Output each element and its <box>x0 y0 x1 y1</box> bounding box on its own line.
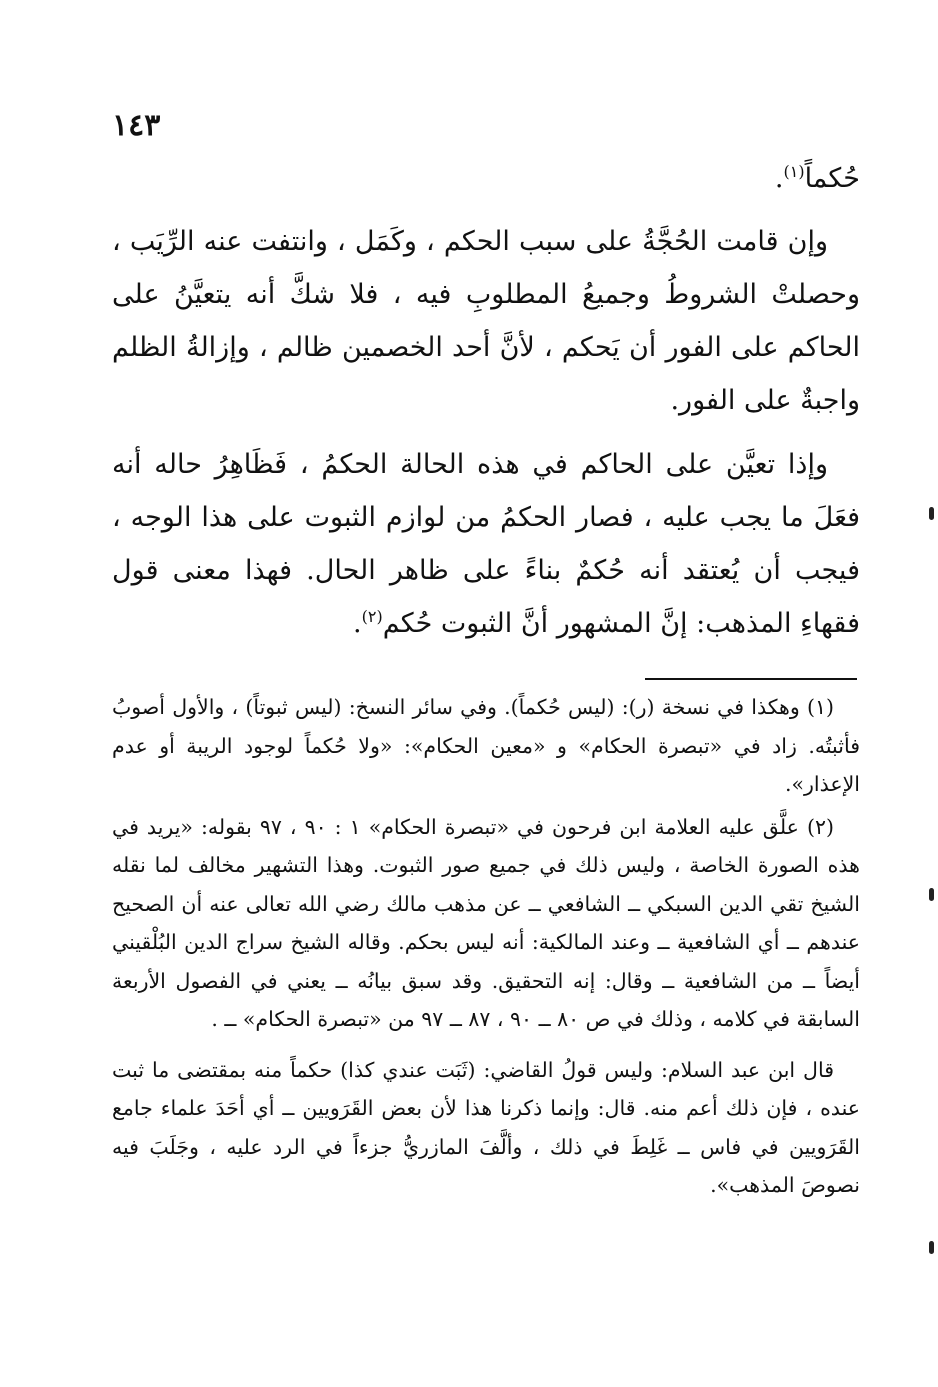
footnote-2: (٢) علَّق عليه العلامة ابن فرحون في «تبصرة الحكام» ١ : ٩٠ ، ٩٧ بقوله: «يريد في هذه الصورة الخاصة ، وليس ذلك في جميع صور الثبوت. وهذا التشهير مخالف لما نقله الشيخ تقي الدين السبكي ــ الشافعي ــ عن مذهب مالك رضي الله تعالى عنه أن الصحيح عندهم ــ أي الشافعية ــ وعند المالكية: أنه ليس بحكم. وقاله الشيخ سراج الدين البُلْقيني أيضاً ــ من الشافعية ــ وقال: إنه التحقيق. وقد سبق بيانُه ــ يعني في الفصول الأربعة السابقة في كلامه ، وذلك في ص ٨٠ ــ ٩٠ ، ٨٧ ــ ٩٧ من «تبصرة الحكام» ــ . <box>112 814 860 1031</box>
footnote-2-continuation: قال ابن عبد السلام: وليس قولُ القاضي: (ثَبَت عندي كذا) حكماً منه بمقتضى ما ثبت عنده ، فإن ذلك أعم منه. قال: وإنما ذكرنا هذا لأن بعض القَرَويين ــ أي أحَدَ علماء جامع القَرَويين في فاس ــ غَلِطَ في ذلك ، وألَّفَ المازريُّ جزءاً في الرد عليه ، وجَلَبَ فيه نصوصَ المذهب». <box>112 1057 860 1197</box>
margin-mark <box>929 507 934 520</box>
footnotes <box>112 688 860 1209</box>
main-text <box>112 152 860 661</box>
paragraph-2 <box>112 438 860 650</box>
margin-mark <box>929 888 934 901</box>
continuation-end: . <box>774 163 784 194</box>
footnote-ref-1: (١) <box>783 162 805 181</box>
footnote-separator <box>645 678 857 680</box>
paragraph-2-text: وإذا تعيَّن على الحاكم في هذه الحالة الحكمُ ، فَظَاهِرُ حاله أنه فعَلَ ما يجب عليه ، فصار الحكمُ من لوازم الثبوت على هذا الوجه ، فيجب أن يُعتقد أنه حُكمٌ بناءً على ظاهر الحال. فهذا معنى قول فقهاءِ المذهب: إنَّ المشهور أنَّ الثبوت حُكم <box>112 449 860 639</box>
margin-mark <box>929 1241 934 1254</box>
footnote-ref-2: (٢) <box>361 607 383 626</box>
paragraph-1: وإن قامت الحُجَّةُ على سبب الحكم ، وكَمَل ، وانتفت عنه الرِّيَب ، وحصلتْ الشروطُ وجميعُ المطلوبِ فيه ، فلا شكَّ أنه يتعيَّنُ على الحاكم على الفور أن يَحكم ، لأنَّ أحد الخصمين ظالم ، وإزالةُ الظلم واجبةٌ على الفور. <box>112 226 860 416</box>
footnote-1: (١) وهكذا في نسخة (ر): (ليس حُكماً). وفي سائر النسخ: (ليس ثبوتاً) ، والأول أصوبُ فأثبتُه. زاد في «تبصرة الحكام» و «معين الحكام»: «ولا حُكماً لوجود الريبة أو عدم الإعذار». <box>112 695 860 796</box>
paragraph-2-end: . <box>353 608 362 639</box>
page-number: ١٤٣ <box>112 108 161 143</box>
continuation-word: حُكماً <box>804 163 860 194</box>
continuation-line <box>112 152 860 205</box>
